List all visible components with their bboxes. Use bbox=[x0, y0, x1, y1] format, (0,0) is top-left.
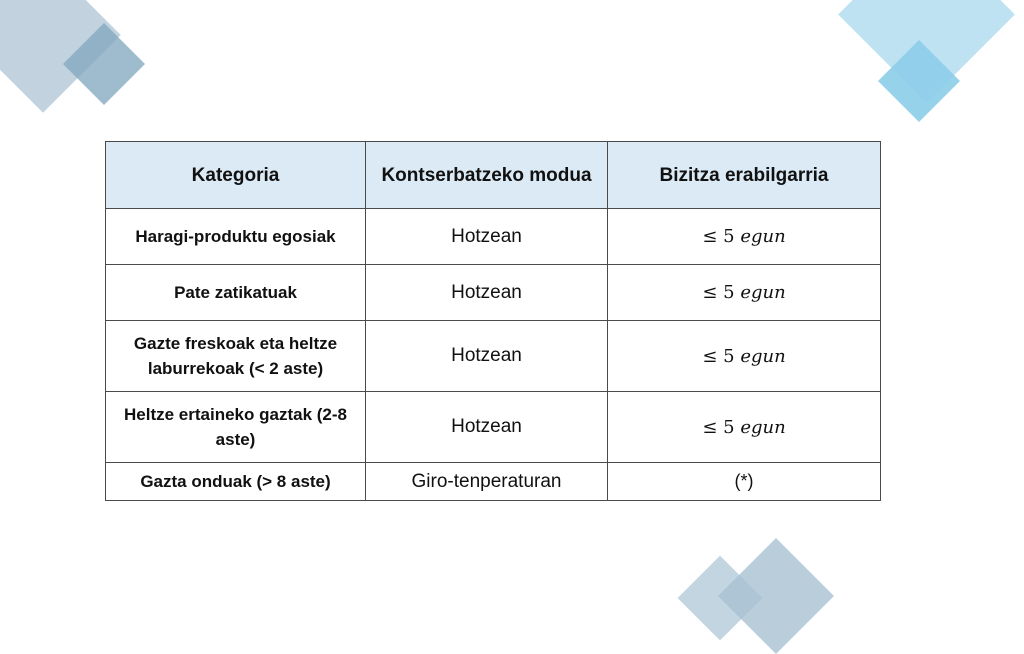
shelf-life-symbol: ≤ 5 bbox=[702, 226, 735, 247]
shelf-life-note: (*) bbox=[734, 471, 754, 491]
header-storage-mode: Kontserbatzeko modua bbox=[366, 142, 608, 209]
shelf-life-cell bbox=[608, 321, 881, 392]
shelf-life-cell bbox=[608, 265, 881, 321]
category-cell: Gazta onduak (> 8 aste) bbox=[106, 463, 366, 501]
table-row bbox=[106, 392, 881, 463]
shelf-life-symbol: ≤ 5 bbox=[702, 345, 735, 367]
shelf-life-symbol: ≤ 5 bbox=[702, 416, 735, 438]
header-category: Kategoria bbox=[106, 142, 366, 209]
category-cell: Pate zatikatuak bbox=[106, 265, 366, 321]
table-header-row bbox=[106, 142, 881, 209]
table-row bbox=[106, 265, 881, 321]
table-row bbox=[106, 209, 881, 265]
storage-mode-cell: Hotzean bbox=[366, 392, 608, 463]
category-cell: Heltze ertaineko gaztak (2-8 aste) bbox=[106, 392, 366, 463]
shelf-life-unit: egun bbox=[740, 226, 786, 247]
category-cell: Haragi-produktu egosiak bbox=[106, 209, 366, 265]
shelf-life-unit: egun bbox=[740, 416, 786, 438]
shelf-life-cell bbox=[608, 463, 881, 501]
shelf-life-unit: egun bbox=[740, 345, 786, 367]
storage-mode-cell: Giro-tenperaturan bbox=[366, 463, 608, 501]
storage-mode-cell: Hotzean bbox=[366, 209, 608, 265]
shelf-life-table bbox=[105, 141, 881, 501]
table-row bbox=[106, 463, 881, 501]
shelf-life-symbol: ≤ 5 bbox=[702, 282, 735, 303]
decorative-diamond-bottom-right bbox=[718, 538, 834, 654]
shelf-life-cell bbox=[608, 392, 881, 463]
storage-mode-cell: Hotzean bbox=[366, 321, 608, 392]
category-cell: Gazte freskoak eta heltze laburrekoak (< 2 aste) bbox=[106, 321, 366, 392]
table-row bbox=[106, 321, 881, 392]
storage-mode-cell: Hotzean bbox=[366, 265, 608, 321]
header-shelf-life: Bizitza erabilgarria bbox=[608, 142, 881, 209]
shelf-life-cell bbox=[608, 209, 881, 265]
shelf-life-unit: egun bbox=[740, 282, 786, 303]
